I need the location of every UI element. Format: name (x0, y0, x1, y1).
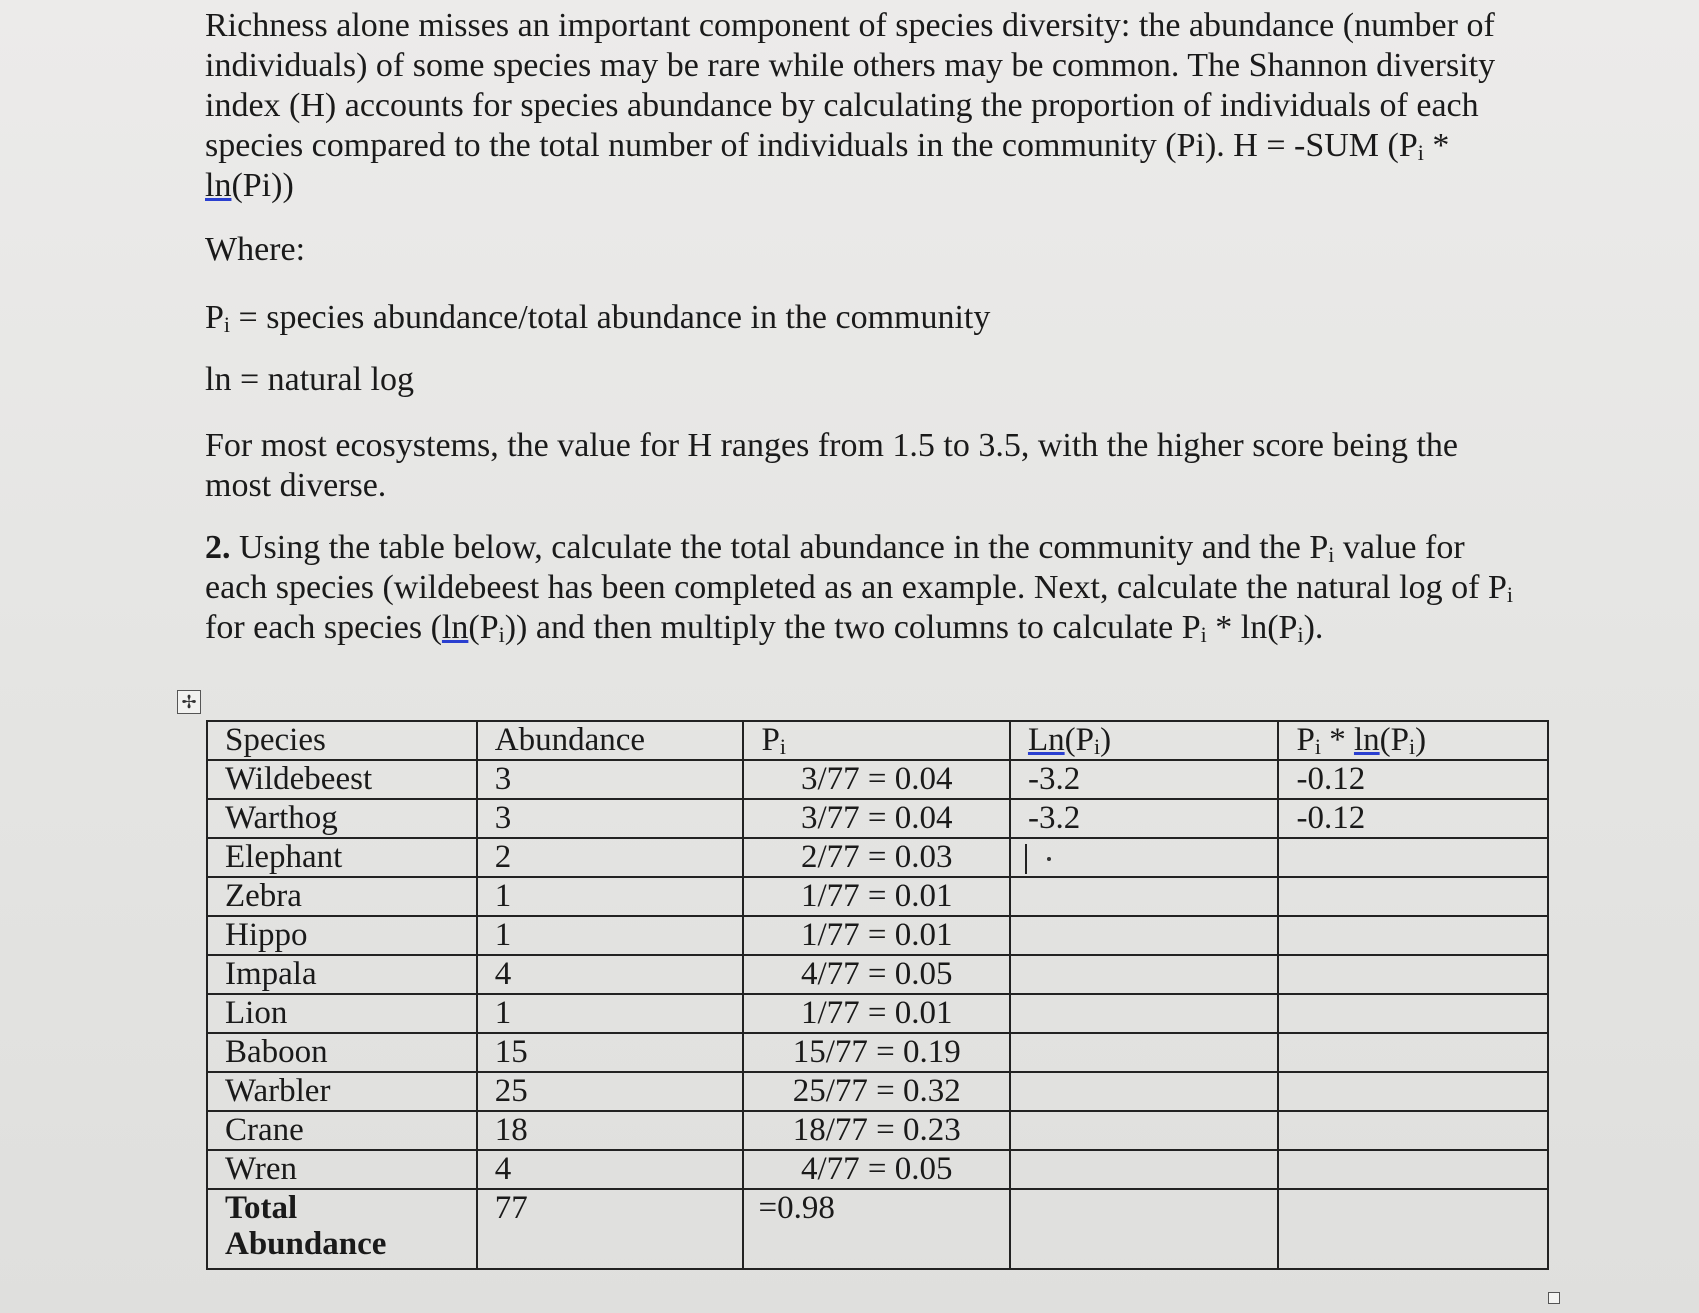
header-prod-part: (P (1379, 722, 1409, 758)
abundance-cell[interactable]: 1 (477, 916, 744, 955)
ln-pi-cell[interactable] (1010, 1150, 1279, 1189)
ln-pi-cell[interactable] (1010, 1072, 1279, 1111)
abundance-cell[interactable]: 1 (477, 994, 744, 1033)
abundance-cell[interactable]: 1 (477, 877, 744, 916)
total-label-cell[interactable] (207, 1189, 477, 1269)
question-line-3-part: (P (468, 609, 499, 646)
table-resize-handle-icon[interactable] (1548, 1292, 1560, 1304)
abundance-cell[interactable]: 25 (477, 1072, 744, 1111)
pi-symbol: P (761, 722, 780, 758)
total-pi-cell[interactable]: =0.98 (743, 1189, 1010, 1269)
where-label: Where: (205, 231, 306, 268)
ln-pi-cell[interactable]: -3.2 (1010, 760, 1279, 799)
question-line-2: each species (wildebeest has been completed as an example. Next, calculate the natural log of P (205, 569, 1507, 606)
abundance-cell[interactable]: 15 (477, 1033, 744, 1072)
note-line-1: For most ecosystems, the value for H ranges from 1.5 to 3.5, with the higher score being the (205, 427, 1459, 464)
pi-ln-pi-cell[interactable] (1278, 838, 1548, 877)
species-cell[interactable]: Wildebeest (207, 760, 477, 799)
header-abundance[interactable]: Abundance (477, 721, 744, 760)
pi-cell[interactable]: 2/77 = 0.03 (743, 838, 1010, 877)
subscript-i: i (1200, 622, 1207, 647)
header-ln-part: ) (1100, 722, 1112, 758)
pi-ln-pi-cell[interactable] (1278, 1072, 1548, 1111)
abundance-cell[interactable]: 3 (477, 799, 744, 838)
intro-line-1: Richness alone misses an important component of species diversity: the abundance (number of (205, 7, 1495, 44)
intro-line-5: (Pi)) (231, 167, 294, 204)
note-paragraph (205, 426, 1545, 506)
species-cell[interactable]: Crane (207, 1111, 477, 1150)
pi-ln-pi-cell[interactable] (1278, 1033, 1548, 1072)
table-row (207, 916, 1548, 955)
subscript-i: i (1506, 582, 1513, 607)
ln-pi-cell[interactable] (1010, 955, 1279, 994)
total-label: Total (225, 1190, 298, 1226)
abundance-cell[interactable]: 3 (477, 760, 744, 799)
abundance-cell[interactable]: 2 (477, 838, 744, 877)
subscript-i: i (1408, 734, 1416, 759)
pi-ln-pi-cell[interactable] (1278, 955, 1548, 994)
abundance-cell[interactable]: 18 (477, 1111, 744, 1150)
ln-pi-cell[interactable] (1010, 877, 1279, 916)
pi-ln-pi-cell[interactable]: -0.12 (1278, 760, 1548, 799)
pi-cell[interactable]: 1/77 = 0.01 (743, 916, 1010, 955)
subscript-i: i (1328, 542, 1335, 567)
question-line-1-end: value for (1334, 529, 1465, 566)
pi-cell[interactable]: 3/77 = 0.04 (743, 760, 1010, 799)
header-pi[interactable] (743, 721, 1010, 760)
intro-line-2: individuals) of some species may be rare while others may be common. The Shannon diversity (205, 47, 1496, 84)
species-table (206, 720, 1549, 1270)
table-row (207, 877, 1548, 916)
note-line-2: most diverse. (205, 467, 387, 504)
pi-definition-text: = species abundance/total abundance in the community (230, 299, 991, 336)
pi-cell[interactable]: 4/77 = 0.05 (743, 955, 1010, 994)
ln-underlined: ln (205, 167, 232, 204)
subscript-i: i (498, 622, 505, 647)
text-cursor (1025, 844, 1027, 874)
ln-pi-cell[interactable] (1010, 1111, 1279, 1150)
species-cell[interactable]: Warbler (207, 1072, 477, 1111)
pi-cell[interactable]: 25/77 = 0.32 (743, 1072, 1010, 1111)
subscript-i: i (779, 734, 786, 759)
pi-ln-pi-cell[interactable]: -0.12 (1278, 799, 1548, 838)
intro-paragraph (205, 6, 1545, 206)
total-ln-pi-cell[interactable] (1010, 1189, 1279, 1269)
species-cell[interactable]: Hippo (207, 916, 477, 955)
header-prod-part: P (1296, 722, 1315, 758)
ln-underlined: Ln (1027, 722, 1065, 758)
species-cell[interactable]: Impala (207, 955, 477, 994)
question-line-3-end: ). (1303, 609, 1324, 646)
ln-pi-cell-active[interactable] (1010, 838, 1279, 877)
species-cell[interactable]: Elephant (207, 838, 477, 877)
abundance-cell[interactable]: 4 (477, 955, 744, 994)
pi-cell[interactable]: 3/77 = 0.04 (743, 799, 1010, 838)
pi-cell[interactable]: 4/77 = 0.05 (743, 1150, 1010, 1189)
table-move-handle-icon[interactable]: ✢ (177, 690, 201, 714)
question-line-3: for each species ( (205, 609, 442, 646)
ln-underlined: ln (441, 609, 469, 646)
intro-line-4: species compared to the total number of individuals in the community (Pi). H = -SUM (P (205, 127, 1418, 164)
header-prod-part: * (1320, 722, 1354, 758)
species-cell[interactable]: Lion (207, 994, 477, 1033)
pi-ln-pi-cell[interactable] (1278, 916, 1548, 955)
ln-pi-cell[interactable] (1010, 994, 1279, 1033)
header-species[interactable]: Species (207, 721, 477, 760)
ln-pi-cell[interactable] (1010, 1033, 1279, 1072)
total-row (207, 1189, 1548, 1269)
pi-cell[interactable]: 15/77 = 0.19 (743, 1033, 1010, 1072)
table-row (207, 1072, 1548, 1111)
table-header-row (207, 721, 1548, 760)
pi-cell[interactable]: 1/77 = 0.01 (743, 994, 1010, 1033)
pi-symbol: P (205, 299, 224, 336)
table-row (207, 838, 1548, 877)
table-row (207, 1150, 1548, 1189)
question-line-3-part: * ln(P (1206, 609, 1298, 646)
subscript-i: i (1093, 734, 1101, 759)
header-ln-part: (P (1064, 722, 1094, 758)
definition-pi (205, 298, 1545, 338)
abundance-cell[interactable]: 4 (477, 1150, 744, 1189)
total-abundance-cell[interactable]: 77 (477, 1189, 744, 1269)
question-line-3-part: )) and then multiply the two columns to calculate P (504, 609, 1201, 646)
definition-ln: ln = natural log (205, 361, 414, 398)
header-pi-times-ln-pi[interactable] (1278, 721, 1548, 760)
table-row (207, 955, 1548, 994)
pi-ln-pi-cell[interactable] (1278, 1111, 1548, 1150)
total-pi-ln-pi-cell[interactable] (1278, 1189, 1548, 1269)
species-cell[interactable]: Warthog (207, 799, 477, 838)
header-ln-pi[interactable] (1010, 721, 1279, 760)
total-label-2: Abundance (225, 1226, 387, 1262)
question-number: 2. (205, 529, 231, 566)
subscript-i: i (1417, 140, 1424, 165)
intro-line-4-end: * (1423, 127, 1450, 164)
table-row (207, 1111, 1548, 1150)
question-2 (205, 528, 1545, 648)
document-text (205, 6, 1545, 648)
species-cell[interactable]: Zebra (207, 877, 477, 916)
pi-cell[interactable]: 1/77 = 0.01 (743, 877, 1010, 916)
species-cell[interactable]: Baboon (207, 1033, 477, 1072)
subscript-i: i (1297, 622, 1304, 647)
question-line-1: Using the table below, calculate the total abundance in the community and the P (230, 529, 1329, 566)
subscript-i: i (1314, 734, 1321, 759)
pi-cell[interactable]: 18/77 = 0.23 (743, 1111, 1010, 1150)
species-cell[interactable]: Wren (207, 1150, 477, 1189)
pi-ln-pi-cell[interactable] (1278, 994, 1548, 1033)
subscript-i: i (223, 312, 231, 337)
pi-ln-pi-cell[interactable] (1278, 1150, 1548, 1189)
ln-pi-cell[interactable] (1010, 916, 1279, 955)
stray-mark (1047, 857, 1051, 861)
pi-ln-pi-cell[interactable] (1278, 877, 1548, 916)
intro-line-3: index (H) accounts for species abundance by calculating the proportion of individuals of each (205, 87, 1479, 124)
table-row (207, 760, 1548, 799)
table-row (207, 1033, 1548, 1072)
table-row (207, 799, 1548, 838)
ln-underlined: ln (1353, 722, 1380, 758)
table-row (207, 994, 1548, 1033)
ln-pi-cell[interactable]: -3.2 (1010, 799, 1279, 838)
header-prod-part: ) (1415, 722, 1427, 758)
